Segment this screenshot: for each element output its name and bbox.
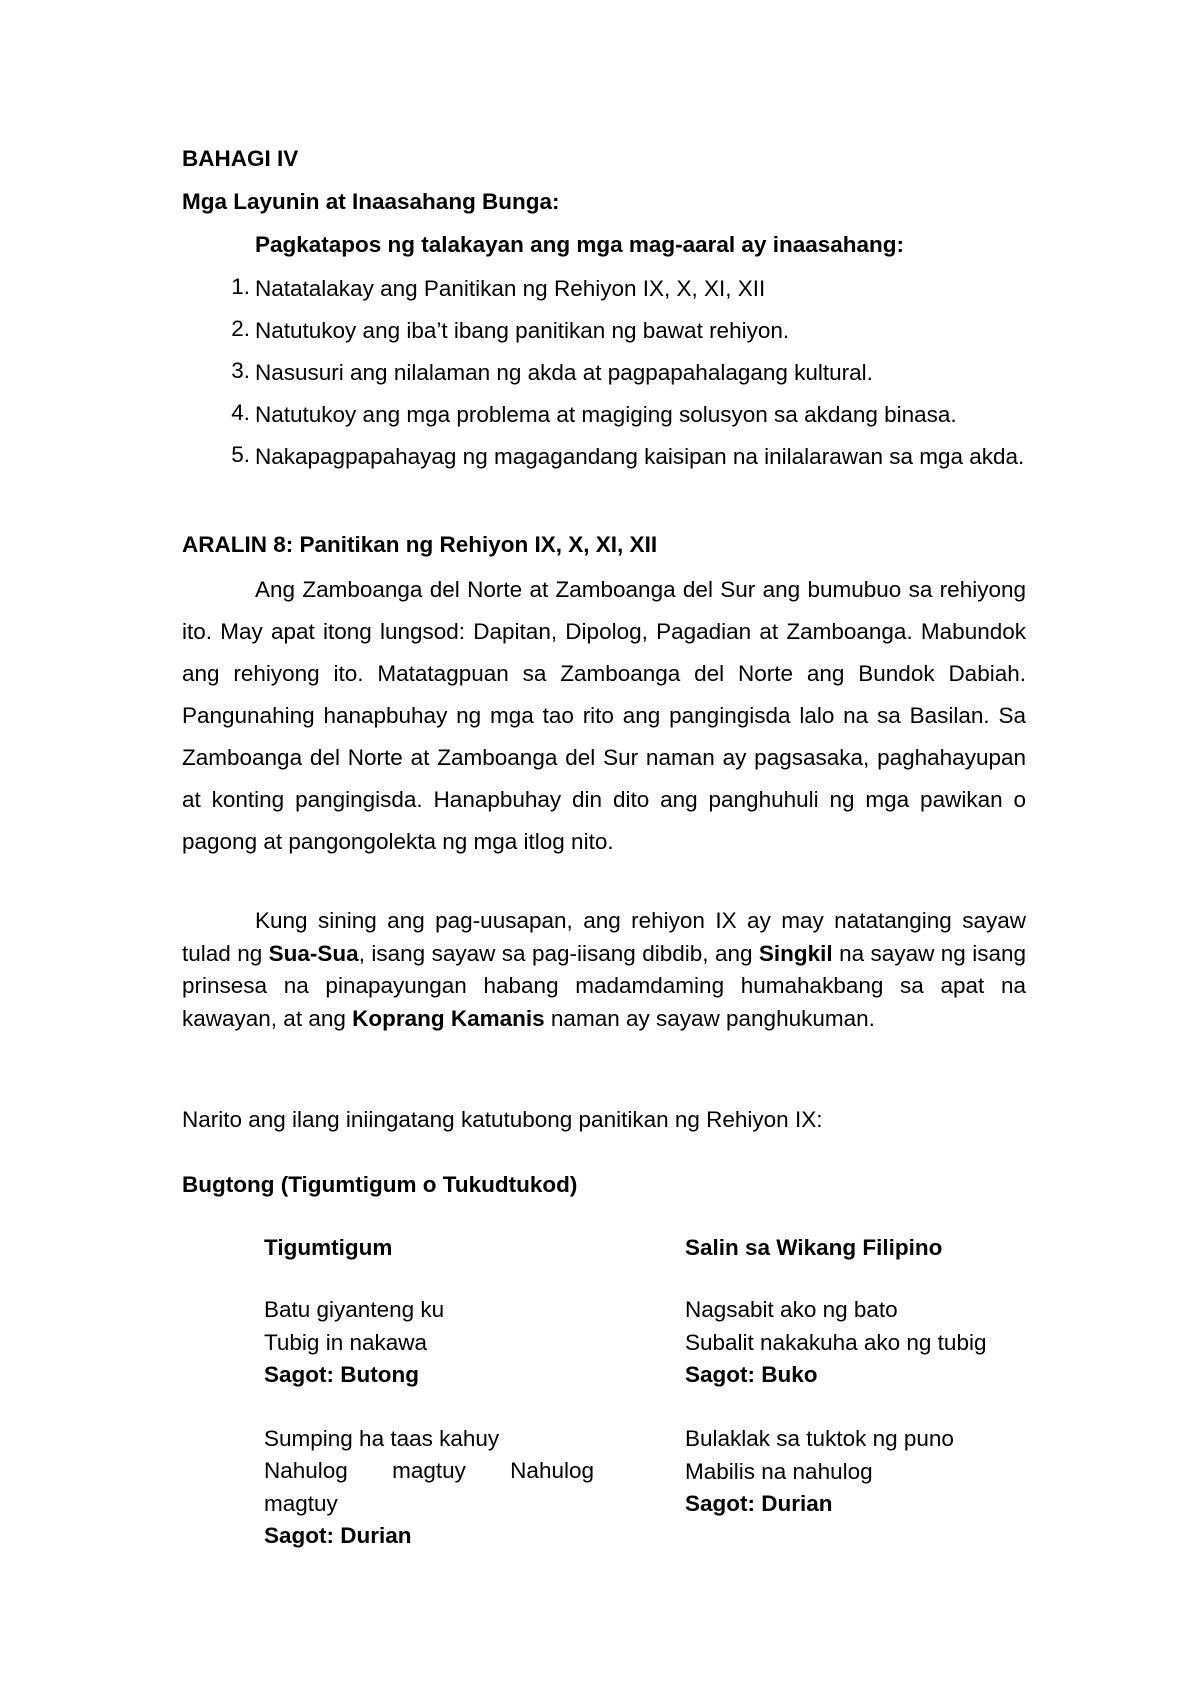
list-item: Nasusuri ang nilalaman ng akda at pagpapahalagang kultural.: [255, 360, 873, 385]
list-item-number: 1.: [231, 274, 250, 299]
riddle-line: Mabilis na nahulog: [685, 1458, 873, 1484]
riddle-heading: Bugtong (Tigumtigum o Tukudtukod): [182, 1172, 578, 1197]
riddle-line: Bulaklak sa tuktok ng puno: [685, 1426, 954, 1451]
objectives-heading: Mga Layunin at Inaasahang Bunga:: [182, 189, 560, 214]
riddle-original: [264, 1294, 444, 1392]
intro-line: Narito ang ilang iniingatang katutubong panitikan ng Rehiyon IX:: [182, 1107, 823, 1132]
paragraph-2-text: , isang sayaw sa pag-iisang dibdib, ang: [358, 940, 759, 966]
paragraph-2: [182, 905, 1026, 1035]
lesson-title: ARALIN 8: Panitikan ng Rehiyon IX, X, XI, XII: [182, 532, 658, 557]
paragraph-1-text: Ang Zamboanga del Norte at Zamboanga del Sur ang bumubuo sa rehiyong ito. May apat itong lungsod: Dapitan, Dipolog, Pagadian at Zamboanga. Mabundok ang rehiyong ito. Matatagpuan sa Zamboanga del Norte ang Bundok Dabiah. Pangunahing hanapbuhay ng mga tao rito ang pangingisda lalo na sa Basilan. Sa Zamboanga del Norte at Zamboanga del Sur naman ay pagsasaka, paghahayupan at konting pangingisda. Hanapbuhay din dito ang panghuhuli ng mga pawikan o pagong at pangongolekta ng mga itlog nito.: [182, 577, 1026, 854]
paragraph-2-text: Kung sining ang pag-uusapan, ang rehiyon IX ay may natatanging sayaw tulad ng: [182, 908, 1026, 966]
riddle-line: Sumping ha taas kahuy: [264, 1426, 500, 1451]
dance-name-singkil: Singkil: [758, 940, 833, 966]
riddle-line: Subalit nakakuha ako ng tubig: [685, 1329, 987, 1355]
paragraph-1: [182, 569, 1026, 863]
column-header-original: Tigumtigum: [264, 1235, 393, 1260]
riddle-answer: Sagot: Buko: [685, 1362, 818, 1387]
riddle-line: Tubig in nakawa: [264, 1329, 428, 1355]
column-header-translation: Salin sa Wikang Filipino: [685, 1235, 943, 1260]
section-heading: BAHAGI IV: [182, 146, 299, 171]
list-item-number: 2.: [231, 316, 250, 341]
objectives-intro: Pagkatapos ng talakayan ang mga mag-aaral ay inaasahang:: [255, 232, 904, 257]
riddle-line: Nahulog magtuy Nahulog magtuy: [264, 1458, 594, 1516]
riddle-original: [264, 1423, 499, 1456]
dance-name-koprang-kamanis: Koprang Kamanis: [352, 1005, 545, 1031]
riddle-answer: Sagot: Durian: [264, 1523, 412, 1548]
riddle-answer: Sagot: Durian: [685, 1491, 833, 1516]
riddle-translation: [685, 1423, 954, 1521]
dance-name-sua-sua: Sua-Sua: [268, 940, 359, 966]
list-item-number: 5.: [231, 442, 250, 467]
list-item: Nakapagpapahayag ng magagandang kaisipan na inilalarawan sa mga akda.: [255, 444, 1025, 469]
riddle-answer: Sagot: Butong: [264, 1362, 419, 1387]
riddle-line: Nagsabit ako ng bato: [685, 1297, 898, 1322]
list-item: Natatalakay ang Panitikan ng Rehiyon IX, X, XI, XII: [255, 276, 766, 301]
list-item-number: 3.: [231, 358, 250, 383]
list-item: Natutukoy ang iba’t ibang panitikan ng bawat rehiyon.: [255, 318, 790, 343]
list-item: Natutukoy ang mga problema at magiging solusyon sa akdang binasa.: [255, 402, 957, 427]
riddle-line: Batu giyanteng ku: [264, 1297, 445, 1322]
paragraph-2-text: naman ay sayaw panghukuman.: [544, 1005, 875, 1031]
list-item-number: 4.: [231, 400, 250, 425]
paragraph-2-text: na sayaw ng isang prinsesa na pinapayungan habang madamdaming humahakbang sa apat na kawayan, at ang: [182, 940, 1026, 1031]
riddle-translation: [685, 1294, 986, 1392]
